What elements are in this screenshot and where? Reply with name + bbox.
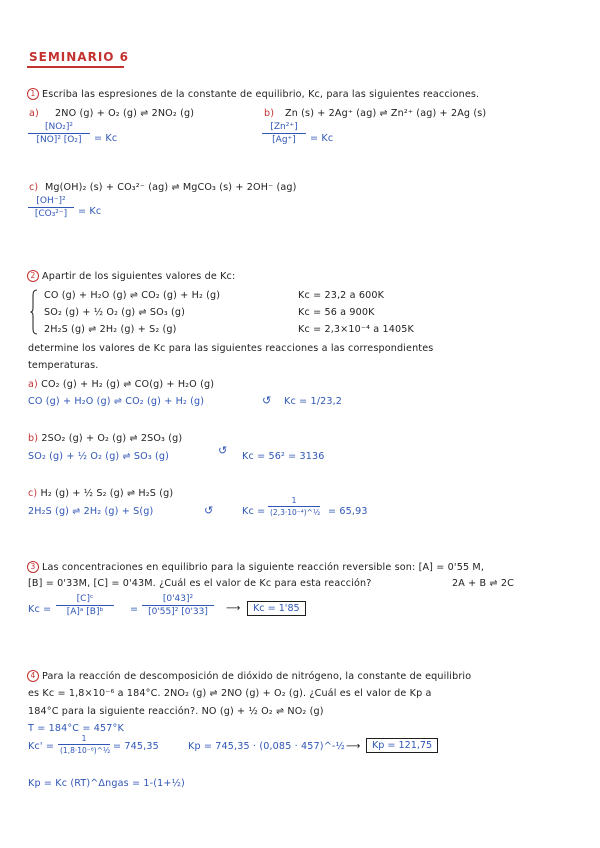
q4-statement-text: Para la reacción de descomposición de dióxido de nitrógeno, la constante de equilibrio — [42, 671, 472, 682]
fraction-bar — [28, 133, 90, 134]
q2-b-reaction: 2SO₂ (g) + O₂ (g) ⇌ 2SO₃ (g) — [41, 433, 183, 444]
q2-c-kc: Kc = — [242, 506, 266, 517]
q3-fraction-2 — [142, 594, 214, 617]
q2-c-result: = 65,93 — [328, 506, 368, 517]
q2-b-result: Kc = 56² = 3136 — [242, 451, 325, 462]
q3-equals: = — [130, 604, 139, 615]
page-title: SEMINARIO 6 — [29, 50, 130, 64]
q2-given-1-kc: Kc = 23,2 a 600K — [298, 290, 385, 301]
q2-statement — [27, 270, 235, 282]
q2-given-2-reaction: SO₂ (g) + ½ O₂ (g) ⇌ SO₃ (g) — [44, 307, 186, 318]
q2-statement-text: Apartir de los siguientes valores de Kc: — [42, 271, 236, 282]
q2-b-question — [28, 433, 182, 444]
curly-brace-icon — [30, 289, 38, 335]
q4-kc-result: = 745,35 — [113, 741, 159, 752]
q2-c-numerator: 1 — [291, 496, 297, 505]
q1-b-reaction: Zn (s) + 2Ag⁺ (ag) ⇌ Zn²⁺ (ag) + 2Ag (s) — [285, 108, 487, 119]
q2-b-label: b) — [28, 433, 39, 444]
q1-b-fraction — [262, 122, 306, 145]
q1-a-label: a) — [29, 108, 39, 119]
q1-a-numerator: [NO₂]² — [44, 122, 74, 132]
q2-c-given: 2H₂S (g) ⇌ 2H₂ (g) + S(g) — [28, 506, 154, 517]
q2-c-reaction: H₂ (g) + ½ S₂ (g) ⇌ H₂S (g) — [40, 488, 174, 499]
q1-c-denominator: [CO₃²⁻] — [34, 209, 68, 219]
q2-c-question — [28, 488, 173, 499]
q3-statement-text: Las concentraciones en equilibrio para la siguiente reacción reversible son: [A] = 0'55 M, — [42, 562, 485, 573]
q1-c-reaction: Mg(OH)₂ (s) + CO₃²⁻ (ag) ⇌ MgCO₃ (s) + 2OH⁻ (ag) — [45, 182, 297, 193]
q4-kp-calc: Kp = 745,35 · (0,085 · 457)^-½ — [188, 741, 345, 752]
q1-c-label: c) — [29, 182, 39, 193]
q2-b-given: SO₂ (g) + ½ O₂ (g) ⇌ SO₃ (g) — [28, 451, 170, 462]
q1-b-label: b) — [264, 108, 275, 119]
q1-c-fraction — [28, 196, 74, 219]
q1-c-kc: = Kc — [78, 206, 102, 217]
right-arrow-icon: ⟶ — [346, 741, 361, 752]
q1-b-kc: = Kc — [310, 133, 334, 144]
q2-given-3-reaction: 2H₂S (g) ⇌ 2H₂ (g) + S₂ (g) — [44, 324, 177, 335]
q2-given-1-reaction: CO (g) + H₂O (g) ⇌ CO₂ (g) + H₂ (g) — [44, 290, 221, 301]
fraction-bar — [58, 744, 110, 745]
q3-f2-numerator: [0'43]² — [162, 594, 194, 604]
hook-arrow-icon: ↺ — [218, 444, 228, 457]
q4-kc-fraction — [58, 734, 110, 755]
q4-statement-3: 184°C para la siguiente reacción?. NO (g) + ½ O₂ ⇌ NO₂ (g) — [28, 706, 324, 717]
q1-a-denominator: [NO]² [O₂] — [36, 135, 82, 145]
fraction-bar — [262, 133, 306, 134]
q2-instruction-1: determine los valores de Kc para las siguientes reacciones a las correspondientes — [28, 343, 434, 354]
q4-temperature: T = 184°C = 457°K — [28, 723, 124, 734]
q1-number: 1 — [27, 88, 39, 100]
q4-kc-label: Kc' = — [28, 741, 55, 752]
hook-arrow-icon: ↺ — [204, 504, 214, 517]
q2-a-reaction: CO₂ (g) + H₂ (g) ⇌ CO(g) + H₂O (g) — [41, 379, 215, 390]
q1-a-kc: = Kc — [94, 133, 118, 144]
q2-c-denominator: (2,3·10⁻⁴)^½ — [270, 508, 321, 517]
fraction-bar — [28, 207, 74, 208]
q2-given-3-kc: Kc = 2,3×10⁻⁴ a 1405K — [298, 324, 414, 335]
q2-a-label: a) — [28, 379, 38, 390]
q1-c-numerator: [OH⁻]² — [36, 196, 66, 206]
q3-number: 3 — [27, 561, 39, 573]
q3-answer: Kc = 1'85 — [247, 601, 306, 616]
q3-f1-denominator: [A]ᵃ [B]ᵇ — [66, 607, 104, 617]
q3-fraction-1 — [56, 594, 114, 617]
q4-kp-formula: Kp = Kc (RT)^Δngas = 1-(1+½) — [28, 778, 185, 789]
q4-answer: Kp = 121,75 — [366, 738, 438, 753]
hook-arrow-icon: ↺ — [262, 394, 272, 407]
q1-statement — [27, 88, 479, 100]
fraction-bar — [56, 605, 114, 606]
q4-statement-1 — [27, 670, 471, 682]
q2-c-label: c) — [28, 488, 38, 499]
q1-a-fraction — [28, 122, 90, 145]
q3-f2-denominator: [0'55]² [0'33] — [148, 607, 208, 617]
q3-kc-label: Kc = — [28, 604, 52, 615]
q2-a-question — [28, 379, 214, 390]
q2-c-fraction — [268, 496, 320, 517]
q2-number: 2 — [27, 270, 39, 282]
fraction-bar — [142, 605, 214, 606]
q3-reaction: 2A + B ⇌ 2C — [452, 578, 514, 589]
q4-kc-denominator: (1,8·10⁻⁶)^½ — [60, 746, 111, 755]
q1-a-reaction: 2NO (g) + O₂ (g) ⇌ 2NO₂ (g) — [55, 108, 195, 119]
q2-instruction-2: temperaturas. — [28, 360, 99, 371]
q2-a-given: CO (g) + H₂O (g) ⇌ CO₂ (g) + H₂ (g) — [28, 396, 205, 407]
q3-statement-2: [B] = 0'33M, [C] = 0'43M. ¿Cuál es el valor de Kc para esta reacción? — [28, 578, 372, 589]
right-arrow-icon: ⟶ — [226, 603, 241, 614]
q1-b-numerator: [Zn²⁺] — [270, 122, 298, 132]
fraction-bar — [268, 506, 320, 507]
q4-number: 4 — [27, 670, 39, 682]
q1-statement-text: Escriba las espresiones de la constante de equilibrio, Kc, para las siguientes reacciones. — [42, 89, 480, 100]
q3-f1-numerator: [C]ᶜ — [76, 594, 94, 604]
title-underline — [27, 66, 124, 68]
q2-a-result: Kc = 1/23,2 — [284, 396, 343, 407]
q2-given-2-kc: Kc = 56 a 900K — [298, 307, 375, 318]
q4-kc-numerator: 1 — [81, 734, 87, 743]
q4-statement-2: es Kc = 1,8×10⁻⁶ a 184°C. 2NO₂ (g) ⇌ 2NO (g) + O₂ (g). ¿Cuál es el valor de Kp a — [28, 688, 432, 699]
q3-statement-1 — [27, 561, 484, 573]
q1-b-denominator: [Ag⁺] — [272, 135, 296, 145]
